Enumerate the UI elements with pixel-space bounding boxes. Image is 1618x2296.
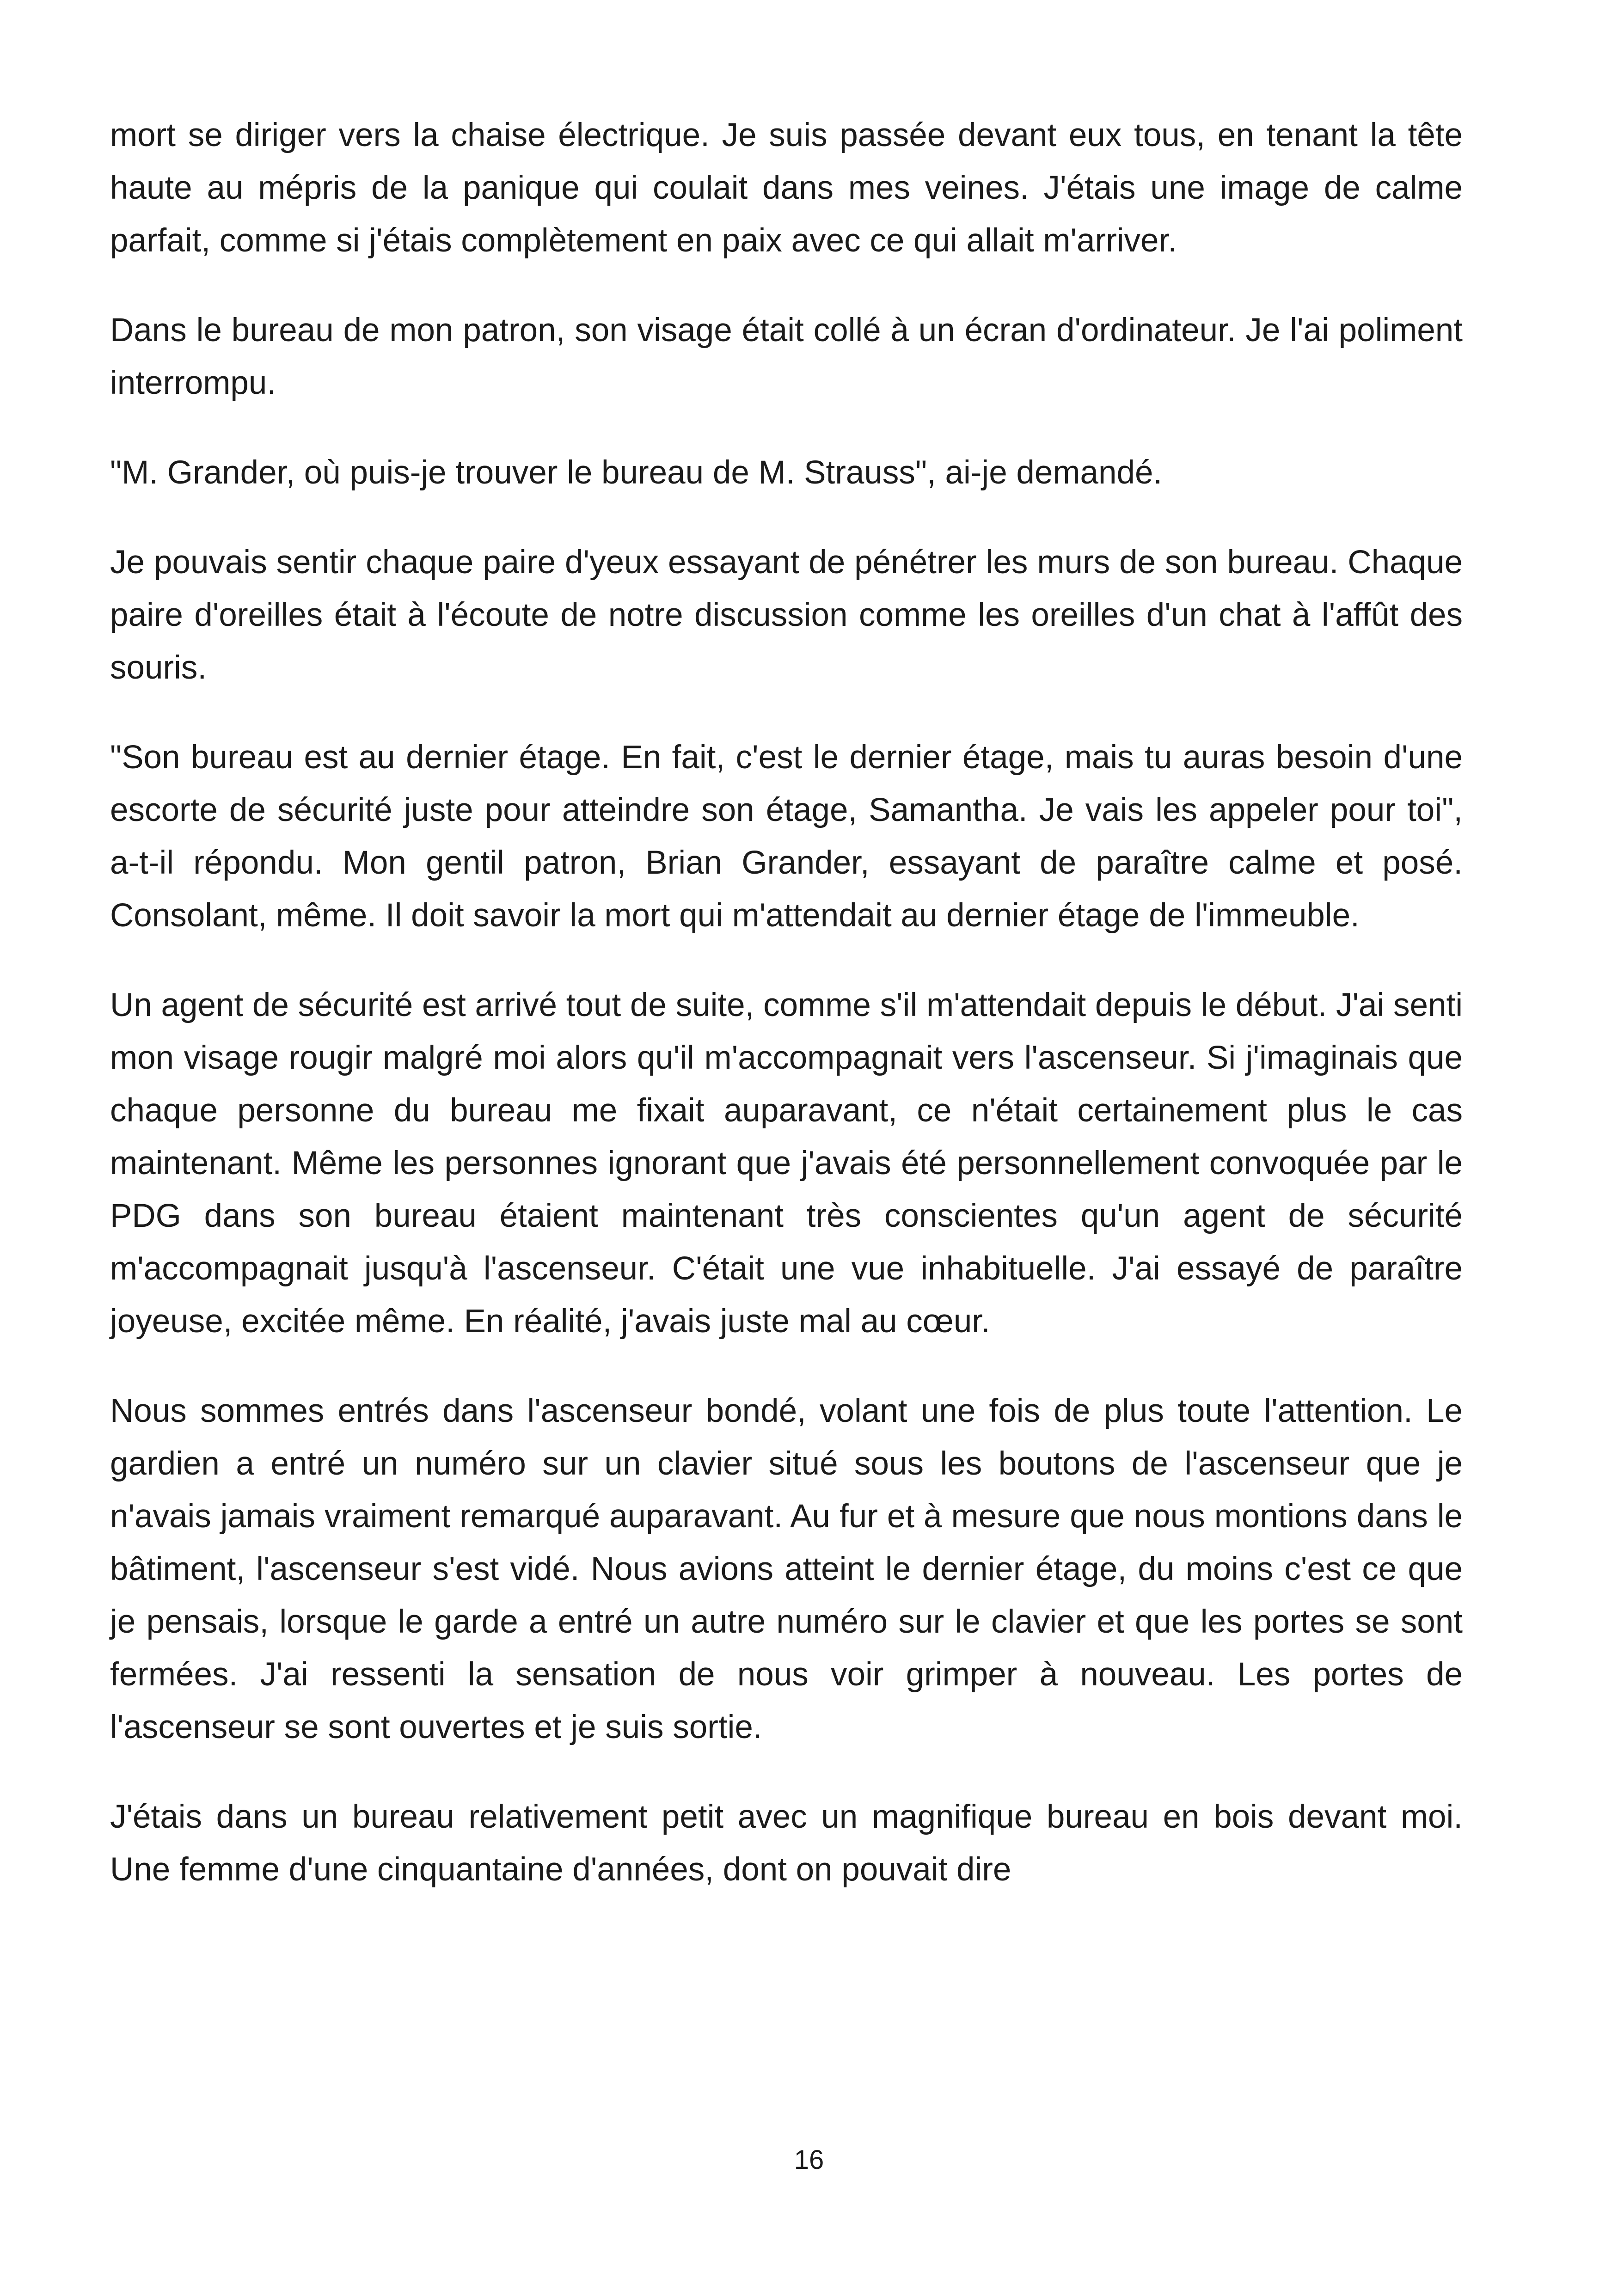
paragraph: J'étais dans un bureau relativement petit avec un magnifique bureau en bois devant moi. Une femme d'une cinquantaine d'années, dont on pouvait dire (110, 1799, 1463, 1888)
paragraph: Nous sommes entrés dans l'ascenseur bondé, volant une fois de plus toute l'attention. Le gardien a entré un numéro sur un clavier situé sous les boutons de l'ascenseur que je n'avais jamais vraiment remarqué auparavant. Au fur et à mesure que nous montions dans le bâtiment, l'ascenseur s'est vidé. Nous avions atteint le dernier étage, du moins c'est ce que je pensais, lorsque le garde a entré un autre numéro sur le clavier et que les portes se sont fermées. J'ai ressenti la sensation de nous voir grimper à nouveau. Les portes de l'ascenseur se sont ouvertes et je suis sortie. (110, 1393, 1463, 1745)
paragraph: Je pouvais sentir chaque paire d'yeux essayant de pénétrer les murs de son bureau. Chaque paire d'oreilles était à l'écoute de notre discussion comme les oreilles d'un chat à l'affût des souris. (110, 544, 1463, 686)
paragraph: "Son bureau est au dernier étage. En fait, c'est le dernier étage, mais tu auras besoin d'une escorte de sécurité juste pour atteindre son étage, Samantha. Je vais les appeler pour toi", a-t-il répondu. Mon gentil patron, Brian Grander, essayant de paraître calme et posé. Consolant, même. Il doit savoir la mort qui m'attendait au dernier étage de l'immeuble. (110, 739, 1463, 934)
page-number: 16 (794, 2145, 824, 2175)
paragraph: "M. Grander, où puis-je trouver le bureau de M. Strauss", ai-je demandé. (110, 454, 1163, 491)
paragraph: mort se diriger vers la chaise électrique. Je suis passée devant eux tous, en tenant la tête haute au mépris de la panique qui coulait dans mes veines. J'étais une image de calme parfait, comme si j'étais complètement en paix avec ce qui allait m'arriver. (110, 117, 1463, 259)
paragraph: Dans le bureau de mon patron, son visage était collé à un écran d'ordinateur. Je l'ai poliment interrompu. (110, 312, 1463, 401)
paragraph: Un agent de sécurité est arrivé tout de suite, comme s'il m'attendait depuis le début. J'ai senti mon visage rougir malgré moi alors qu'il m'accompagnait vers l'ascenseur. Si j'imaginais que chaque personne du bureau me fixait auparavant, ce n'était certainement plus le cas maintenant. Même les personnes ignorant que j'avais été personnellement convoquée par le PDG dans son bureau étaient maintenant très conscientes qu'un agent de sécurité m'accompagnait jusqu'à l'ascenseur. C'était une vue inhabituelle. J'ai essayé de paraître joyeuse, excitée même. En réalité, j'avais juste mal au cœur. (110, 987, 1463, 1340)
body-text (110, 109, 1463, 1933)
